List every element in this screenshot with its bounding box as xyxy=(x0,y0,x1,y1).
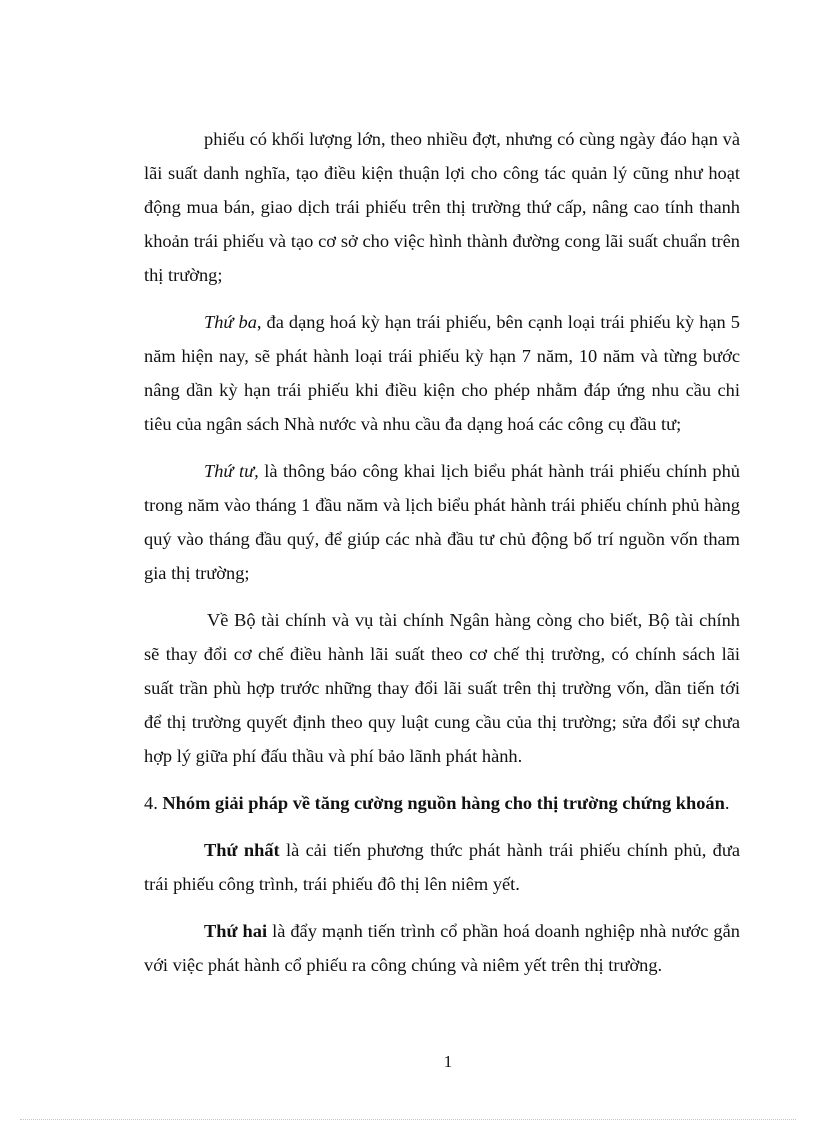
body-text xyxy=(144,122,740,982)
paragraph-lead: Thứ ba xyxy=(204,312,257,332)
paragraph-ministry-finance xyxy=(144,603,740,773)
paragraph-solution-second xyxy=(144,914,740,982)
paragraph-solution-first xyxy=(144,833,740,901)
paragraph-text: là đẩy mạnh tiến trình cổ phần hoá doanh nghiệp nhà nước gắn với việc phát hành cổ phiếu ra công chúng và niêm yết trên thị trường. xyxy=(144,921,740,975)
paragraph-text: là cải tiến phương thức phát hành trái phiếu chính phủ, đưa trái phiếu công trình, trái phiếu đô thị lên niêm yết. xyxy=(144,840,740,894)
paragraph-text: , đa dạng hoá kỳ hạn trái phiếu, bên cạnh loại trái phiếu kỳ hạn 5 năm hiện nay, sẽ phát hành loại trái phiếu kỳ hạn 7 năm, 10 năm và từng bước nâng dần kỳ hạn trái phiếu khi điều kiện cho phép nhằm đáp ứng nhu cầu chi tiêu của ngân sách Nhà nước và nhu cầu đa dạng hoá các công cụ đầu tư; xyxy=(144,312,740,434)
paragraph-lead: Thứ nhất xyxy=(204,840,280,860)
paragraph-third-measure xyxy=(144,305,740,441)
section-number: 4. xyxy=(144,793,158,813)
paragraph-fourth-measure xyxy=(144,454,740,590)
paragraph-text: là thông báo công khai lịch biểu phát hành trái phiếu chính phủ trong năm vào tháng 1 đầu năm và lịch biểu phát hành trái phiếu chính phủ hàng quý vào tháng đầu quý, để giúp các nhà đầu tư chủ động bố trí nguồn vốn tham gia thị trường; xyxy=(144,461,741,583)
footer-divider xyxy=(20,1119,796,1120)
paragraph-text: phiếu có khối lượng lớn, theo nhiều đợt, nhưng có cùng ngày đáo hạn và lãi suất danh nghĩa, tạo điều kiện thuận lợi cho công tác quản lý cũng như hoạt động mua bán, giao dịch trái phiếu trên thị trường thứ cấp, nâng cao tính thanh khoản trái phiếu và tạo cơ sở cho việc hình thành đường cong lãi suất chuẩn trên thị trường; xyxy=(144,129,740,285)
page-number: 1 xyxy=(443,1052,453,1071)
section-heading xyxy=(144,786,740,820)
paragraph-lead: Thứ hai xyxy=(204,921,268,941)
paragraph-bond-issuance xyxy=(144,122,740,292)
paragraph-text: Về Bộ tài chính và vụ tài chính Ngân hàng còng cho biết, Bộ tài chính sẽ thay đổi cơ chế điều hành lãi suất theo cơ chế thị trường, có chính sách lãi suất trần phù hợp trước những thay đổi lãi suất trên thị trường vốn, dần tiến tới để thị trường quyết định theo quy luật cung cầu của thị trường; sửa đổi sự chưa hợp lý giữa phí đấu thầu và phí bảo lãnh phát hành. xyxy=(144,610,740,766)
section-title: Nhóm giải pháp về tăng cường nguồn hàng cho thị trường chứng khoán xyxy=(162,793,725,813)
section-trail: . xyxy=(724,793,730,813)
paragraph-lead: Thứ tư, xyxy=(204,461,259,481)
